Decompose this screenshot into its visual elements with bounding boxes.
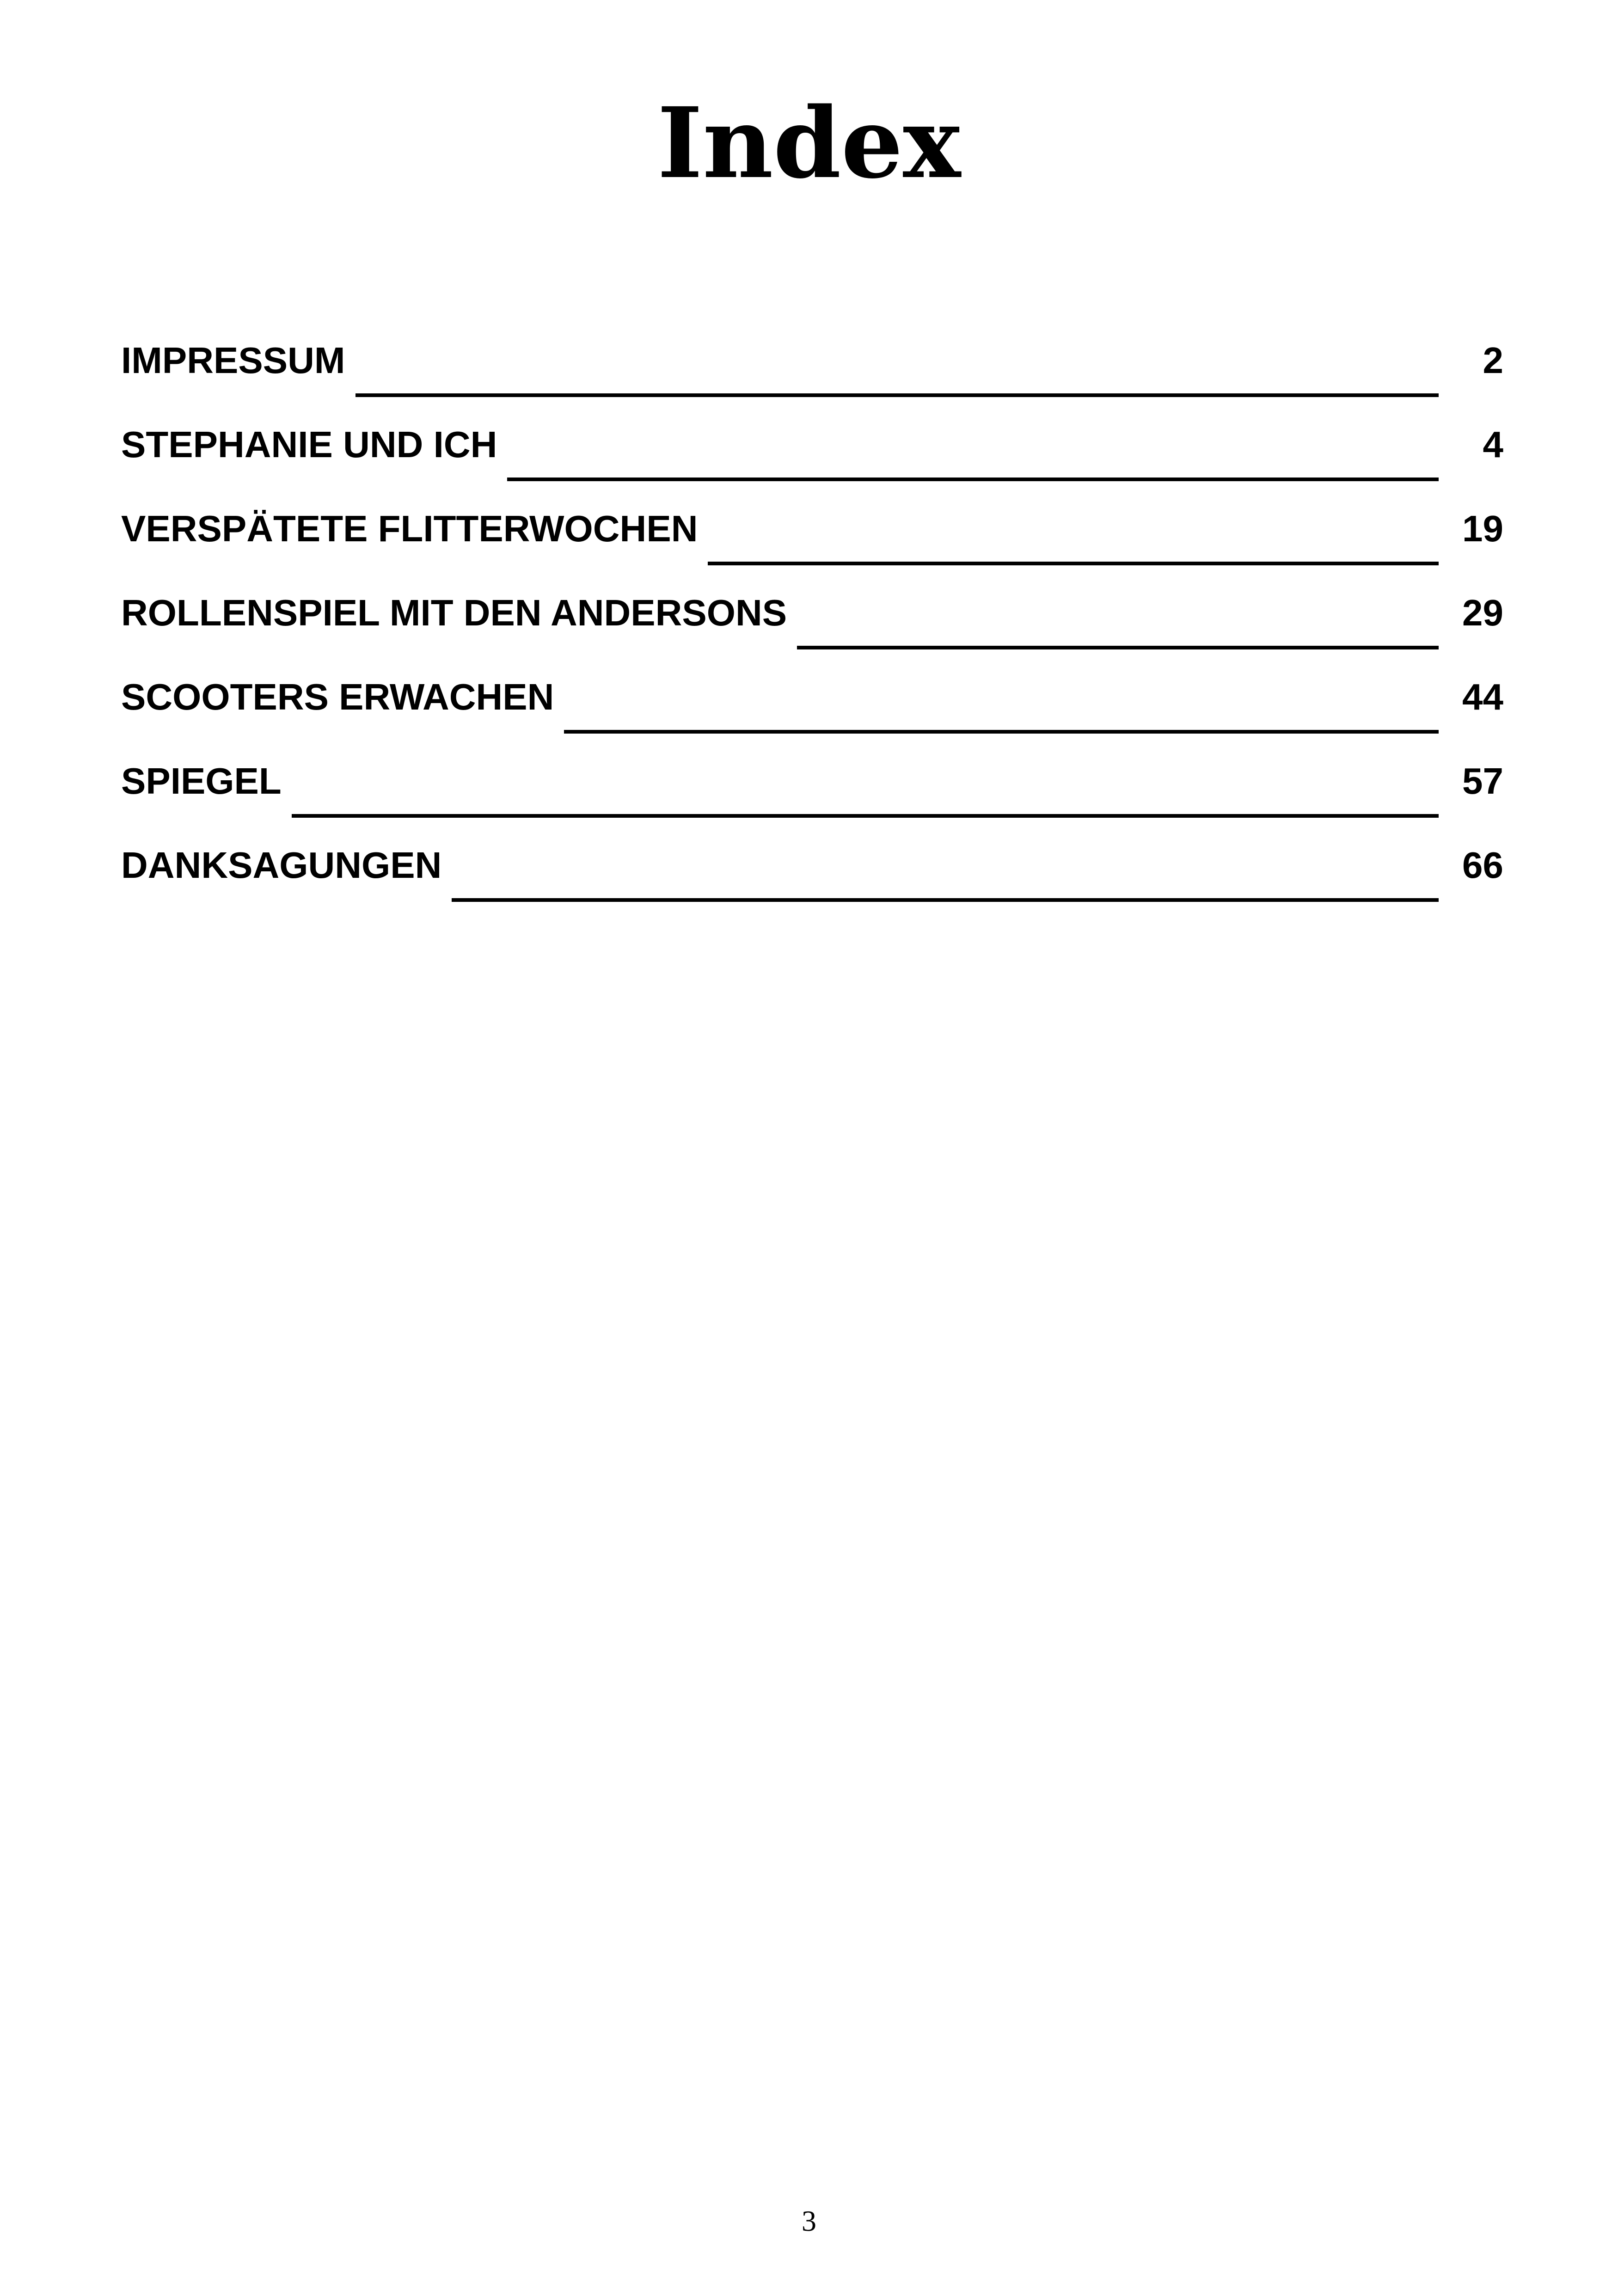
toc-entry-page: 66 (1462, 845, 1503, 886)
toc-entry-page: 29 (1462, 592, 1503, 633)
toc-entry[interactable] (121, 415, 1503, 499)
toc-leader-line (797, 646, 1439, 649)
toc-leader-line (292, 814, 1439, 818)
toc-entry-title: STEPHANIE UND ICH (121, 424, 497, 465)
toc-leader-line (507, 478, 1439, 481)
toc-entry[interactable] (121, 835, 1503, 919)
toc-entry[interactable] (121, 331, 1503, 415)
toc-leader-line (355, 393, 1439, 397)
toc-leader-line (708, 562, 1439, 565)
toc-entry[interactable] (121, 667, 1503, 751)
table-of-contents (121, 331, 1503, 919)
toc-entry-title: SCOOTERS ERWACHEN (121, 676, 554, 717)
toc-entry-page: 44 (1462, 676, 1503, 717)
toc-entry-title: ROLLENSPIEL MIT DEN ANDERSONS (121, 592, 787, 633)
toc-leader-line (564, 730, 1439, 734)
toc-entry[interactable] (121, 499, 1503, 583)
toc-entry-page: 19 (1462, 508, 1503, 549)
toc-entry-page: 4 (1483, 424, 1503, 465)
toc-entry-title: VERSPÄTETE FLITTERWOCHEN (121, 508, 698, 549)
toc-leader-line (452, 898, 1439, 902)
toc-entry[interactable] (121, 751, 1503, 835)
toc-entry-page: 57 (1462, 760, 1503, 802)
toc-entry-title: IMPRESSUM (121, 340, 345, 381)
toc-entry[interactable] (121, 583, 1503, 667)
toc-entry-title: SPIEGEL (121, 760, 282, 802)
toc-entry-page: 2 (1483, 340, 1503, 381)
toc-entry-title: DANKSAGUNGEN (121, 845, 442, 886)
page-number: 3 (802, 2204, 816, 2237)
page-title: Index (657, 86, 961, 200)
